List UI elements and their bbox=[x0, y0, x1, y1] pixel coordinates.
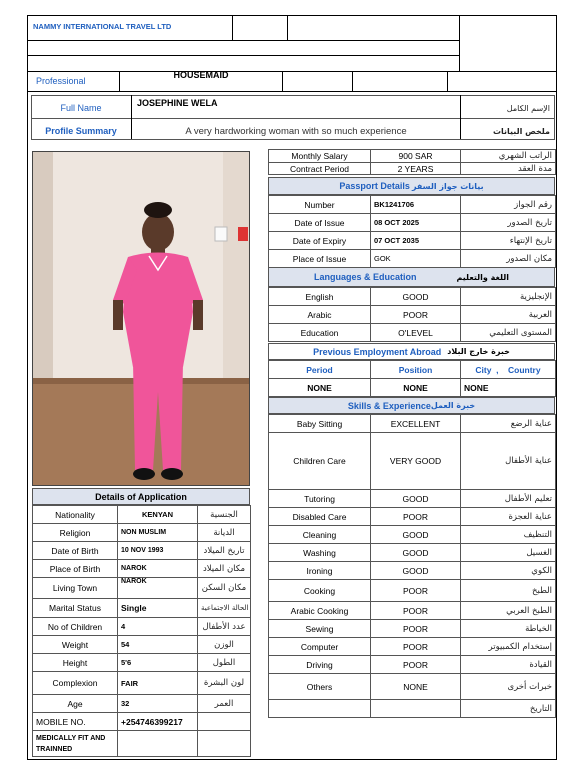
period-header: Period bbox=[269, 361, 371, 379]
pob-label: Place of Birth bbox=[33, 560, 118, 578]
passport-number-label: Number bbox=[269, 196, 371, 214]
height-ar: الطول bbox=[198, 654, 251, 672]
issue-place-value: GOK bbox=[371, 250, 461, 268]
table-row bbox=[269, 700, 556, 718]
passport-section-header bbox=[268, 177, 555, 195]
weight-label: Weight bbox=[33, 636, 118, 654]
salary-ar: الراتب الشهري bbox=[461, 150, 556, 163]
table-row bbox=[269, 562, 556, 580]
skill-label: Arabic Cooking bbox=[269, 602, 371, 620]
skills-section-header bbox=[268, 397, 555, 414]
pob-value: NAROK bbox=[118, 560, 198, 578]
table-row bbox=[269, 620, 556, 638]
skill-label: Cooking bbox=[269, 580, 371, 602]
education-ar: المستوى التعليمي bbox=[461, 324, 556, 342]
employment-table bbox=[268, 360, 556, 397]
weight-ar: الوزن bbox=[198, 636, 251, 654]
table-row bbox=[269, 361, 556, 379]
table-row bbox=[269, 433, 556, 490]
skill-ar: خبرات أخرى bbox=[461, 674, 556, 700]
contract-value: 2 YEARS bbox=[371, 163, 461, 175]
skill-value: NONE bbox=[371, 674, 461, 700]
age-ar: العمر bbox=[198, 695, 251, 713]
profile-label: Profile Summary bbox=[45, 126, 117, 136]
table-row bbox=[269, 674, 556, 700]
skill-label: Tutoring bbox=[269, 490, 371, 508]
table-row bbox=[269, 150, 556, 163]
age-label: Age bbox=[33, 695, 118, 713]
age-value: 32 bbox=[118, 695, 198, 713]
complexion-ar: لون البشرة bbox=[198, 672, 251, 695]
weight-value: 54 bbox=[118, 636, 198, 654]
skill-value: GOOD bbox=[371, 526, 461, 544]
table-row bbox=[269, 490, 556, 508]
table-row bbox=[33, 560, 251, 578]
skills-title: Skills & Experience bbox=[347, 400, 431, 411]
skills-title-ar: خبرة العمل bbox=[430, 401, 476, 410]
english-label: English bbox=[269, 288, 371, 306]
table-row bbox=[269, 508, 556, 526]
table-row bbox=[33, 713, 251, 731]
table-row bbox=[269, 415, 556, 433]
city-country-value: NONE bbox=[461, 379, 556, 397]
education-label: Education bbox=[269, 324, 371, 342]
mobile-label: MOBILE NO. bbox=[33, 713, 118, 731]
table-row bbox=[269, 544, 556, 562]
application-table bbox=[32, 505, 251, 757]
skill-ar: الكوي bbox=[461, 562, 556, 580]
table-row bbox=[269, 306, 556, 324]
skill-value: GOOD bbox=[371, 544, 461, 562]
profile-ar: ملخص البيانات bbox=[492, 126, 550, 136]
english-value: GOOD bbox=[371, 288, 461, 306]
passport-number-ar: رقم الجواز bbox=[461, 196, 556, 214]
skills-table bbox=[268, 414, 556, 718]
arabic-value: POOR bbox=[371, 306, 461, 324]
religion-value: NON MUSLIM bbox=[118, 524, 198, 542]
full-name-label: Full Name bbox=[60, 103, 102, 113]
issue-date-ar: تاريخ الصدور bbox=[461, 214, 556, 232]
skill-label bbox=[269, 700, 371, 718]
arabic-label: Arabic bbox=[269, 306, 371, 324]
salary-table bbox=[268, 149, 556, 175]
passport-title: Passport Details bbox=[339, 181, 410, 191]
table-row bbox=[269, 580, 556, 602]
skill-label: Sewing bbox=[269, 620, 371, 638]
table-row bbox=[269, 288, 556, 306]
issue-place-label: Place of Issue bbox=[269, 250, 371, 268]
height-value: 5'6 bbox=[118, 654, 198, 672]
issue-place-ar: مكان الصدور bbox=[461, 250, 556, 268]
issue-date-value: 08 OCT 2025 bbox=[371, 214, 461, 232]
mobile-value: +254746399217 bbox=[118, 713, 198, 731]
skill-label: Disabled Care bbox=[269, 508, 371, 526]
passport-table bbox=[268, 195, 556, 268]
table-row bbox=[33, 731, 251, 757]
skill-ar: عناية العجزة bbox=[461, 508, 556, 526]
profile-text: A very hardworking woman with so much experience bbox=[185, 125, 407, 137]
skill-label: Computer bbox=[269, 638, 371, 656]
skill-value: POOR bbox=[371, 656, 461, 674]
complexion-value: FAIR bbox=[118, 672, 198, 695]
table-row bbox=[33, 599, 251, 618]
skill-ar: الطبخ العربي bbox=[461, 602, 556, 620]
table-row bbox=[269, 232, 556, 250]
table-row bbox=[269, 656, 556, 674]
languages-title-ar: اللغة والتعليم bbox=[456, 272, 509, 282]
city-country-header: City , Country bbox=[461, 361, 556, 379]
expiry-date-ar: تاريخ الإنتهاء bbox=[461, 232, 556, 250]
table-row bbox=[269, 196, 556, 214]
table-row bbox=[33, 654, 251, 672]
skill-value bbox=[371, 700, 461, 718]
skill-value: POOR bbox=[371, 508, 461, 526]
children-ar: عدد الأطفال bbox=[198, 618, 251, 636]
living-town-value: NAROK bbox=[118, 578, 198, 599]
nationality-ar: الجنسية bbox=[198, 506, 251, 524]
skill-value: POOR bbox=[371, 602, 461, 620]
salary-label: Monthly Salary bbox=[269, 150, 371, 163]
skill-label: Cleaning bbox=[269, 526, 371, 544]
languages-section-header bbox=[268, 267, 555, 287]
passport-number-value: BK1241706 bbox=[371, 196, 461, 214]
skill-label: Washing bbox=[269, 544, 371, 562]
skill-ar: عناية الأطفال bbox=[461, 433, 556, 490]
position-value: HOUSEMAID bbox=[173, 70, 229, 80]
english-ar: الإنجليزية bbox=[461, 288, 556, 306]
languages-title: Languages & Education bbox=[314, 272, 417, 282]
skill-label: Children Care bbox=[269, 433, 371, 490]
table-row bbox=[33, 695, 251, 713]
salary-value: 900 SAR bbox=[371, 150, 461, 163]
skill-label: Others bbox=[269, 674, 371, 700]
skill-ar: القيادة bbox=[461, 656, 556, 674]
table-row bbox=[33, 578, 251, 599]
marital-status-label: Marital Status bbox=[33, 599, 118, 618]
table-row bbox=[33, 672, 251, 695]
dob-label: Date of Birth bbox=[33, 542, 118, 560]
dob-ar: تاريخ الميلاد bbox=[198, 542, 251, 560]
expiry-date-label: Date of Expiry bbox=[269, 232, 371, 250]
height-label: Height bbox=[33, 654, 118, 672]
employment-title: Previous Employment Abroad bbox=[313, 346, 442, 357]
marital-status-value: Single bbox=[118, 599, 198, 618]
skill-label: Baby Sitting bbox=[269, 415, 371, 433]
education-value: O'LEVEL bbox=[371, 324, 461, 342]
living-town-label: Living Town bbox=[33, 578, 118, 599]
candidate-photo-illustration bbox=[33, 152, 250, 486]
skill-label: Driving bbox=[269, 656, 371, 674]
position-value: NONE bbox=[371, 379, 461, 397]
table-row bbox=[269, 526, 556, 544]
skill-value: EXCELLENT bbox=[371, 415, 461, 433]
complexion-label: Complexion bbox=[33, 672, 118, 695]
skill-value: GOOD bbox=[371, 562, 461, 580]
skill-ar: إستخدام الكمبيوتر bbox=[461, 638, 556, 656]
skill-ar: التاريخ bbox=[461, 700, 556, 718]
skill-ar: الطبخ bbox=[461, 580, 556, 602]
full-name-value: JOSEPHINE WELA bbox=[137, 98, 218, 108]
application-section-header: Details of Application bbox=[32, 488, 250, 505]
table-row bbox=[269, 324, 556, 342]
company-name: NAMMY INTERNATIONAL TRAVEL LTD bbox=[33, 21, 172, 31]
children-label: No of Children bbox=[33, 618, 118, 636]
skill-ar: عناية الرضع bbox=[461, 415, 556, 433]
marital-status-ar: الحالة الاجتماعية bbox=[198, 599, 251, 618]
skill-label: Ironing bbox=[269, 562, 371, 580]
skill-value: GOOD bbox=[371, 490, 461, 508]
skill-value: VERY GOOD bbox=[371, 433, 461, 490]
dob-value: 10 NOV 1993 bbox=[118, 542, 198, 560]
table-row bbox=[269, 379, 556, 397]
passport-title-ar: بيانات جواز السفر bbox=[411, 181, 484, 191]
nationality-value: KENYAN bbox=[118, 506, 198, 524]
table-row bbox=[33, 618, 251, 636]
religion-ar: الديانة bbox=[198, 524, 251, 542]
candidate-photo bbox=[32, 151, 250, 486]
employment-section-header bbox=[268, 343, 555, 360]
table-row bbox=[33, 506, 251, 524]
table-row bbox=[33, 524, 251, 542]
full-name-ar: الإسم الكامل bbox=[506, 103, 550, 113]
religion-label: Religion bbox=[33, 524, 118, 542]
table-row bbox=[269, 250, 556, 268]
children-value: 4 bbox=[118, 618, 198, 636]
living-town-ar: مكان السكن bbox=[198, 578, 251, 599]
period-value: NONE bbox=[269, 379, 371, 397]
table-row bbox=[269, 638, 556, 656]
table-row bbox=[33, 542, 251, 560]
skill-value: POOR bbox=[371, 580, 461, 602]
nationality-label: Nationality bbox=[33, 506, 118, 524]
table-row bbox=[269, 163, 556, 175]
table-row bbox=[269, 602, 556, 620]
skill-ar: الخياطة bbox=[461, 620, 556, 638]
arabic-ar: العربية bbox=[461, 306, 556, 324]
skill-ar: الغسيل bbox=[461, 544, 556, 562]
skill-value: POOR bbox=[371, 638, 461, 656]
position-header: Position bbox=[371, 361, 461, 379]
medical-status: MEDICALLY FIT AND TRAINNED bbox=[33, 731, 118, 757]
employment-title-ar: خبرة خارج البلاد bbox=[447, 347, 510, 356]
table-row bbox=[33, 636, 251, 654]
contract-ar: مدة العقد bbox=[461, 163, 556, 175]
issue-date-label: Date of Issue bbox=[269, 214, 371, 232]
expiry-date-value: 07 OCT 2035 bbox=[371, 232, 461, 250]
professional-label: Professional bbox=[36, 76, 86, 86]
skill-ar: التنظيف bbox=[461, 526, 556, 544]
skill-ar: تعليم الأطفال bbox=[461, 490, 556, 508]
table-row bbox=[269, 214, 556, 232]
languages-table bbox=[268, 287, 556, 342]
skill-value: POOR bbox=[371, 620, 461, 638]
contract-label: Contract Period bbox=[269, 163, 371, 175]
pob-ar: مكان الميلاد bbox=[198, 560, 251, 578]
